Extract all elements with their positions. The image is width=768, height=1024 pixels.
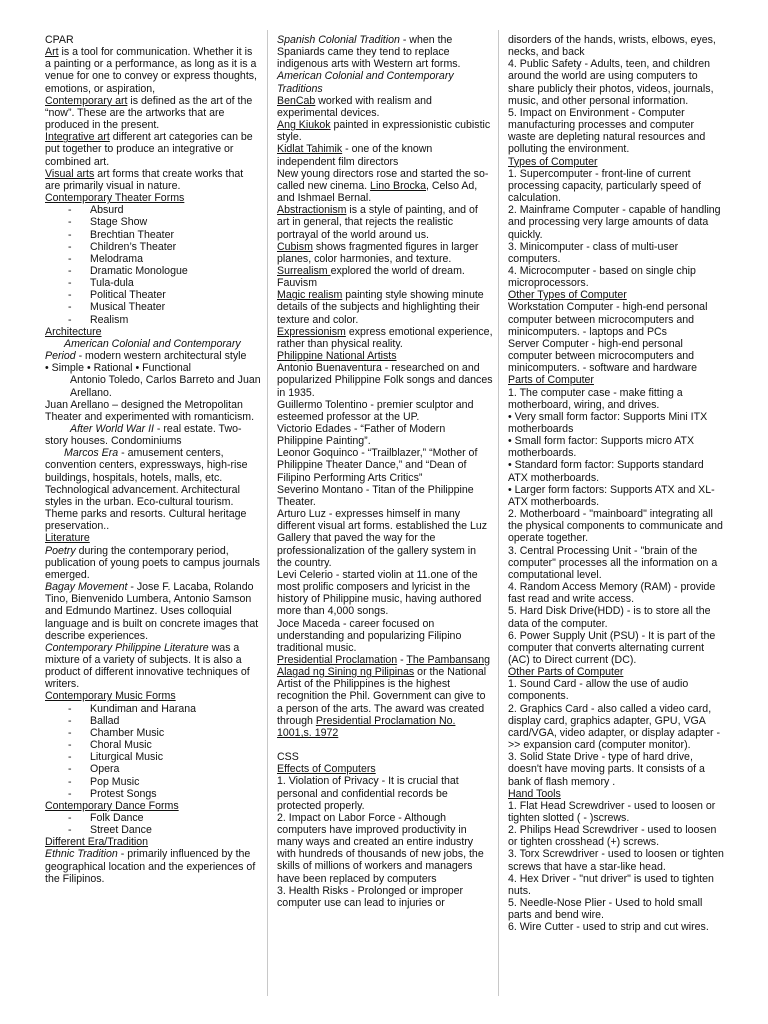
paragraph-bencab	[277, 95, 493, 119]
heading-other-types: Other Types of Computer	[508, 289, 627, 302]
arch-architects: Antonio Toledo, Carlos Barreto and Juan Arellano.	[70, 374, 261, 399]
list-item: - Protest Songs	[45, 788, 261, 800]
other-type-item: Server Computer - high-end personal computer between microcomputers and minicomputers. - software and hardware	[508, 337, 698, 375]
type-item: 3. Minicomputer - class of multi-user computers.	[508, 240, 679, 265]
part-item: 2. Motherboard - "mainboard" integrating all the physical components to communicate and operate together.	[508, 508, 723, 545]
paragraph-magic-realism	[277, 289, 493, 325]
definition: is defined as the art of the “now”. These are the artworks that are produced in the present.	[45, 94, 253, 132]
term-pambansang-alagad: The Pambansang Alagad ng Sining ng Pilipinas	[277, 653, 490, 679]
definition: - Jose F. Lacaba, Rolando Tino, Bienvenido Lumbera, Antonio Samson and Edmundo Martinez. Uses colloquial language and is built on concrete images that describe experiences.	[45, 581, 259, 642]
list-dance-forms	[45, 812, 261, 836]
term-proclamation-number: Presidential Proclamation No. 1001,s. 1972	[277, 714, 456, 739]
separator: -	[397, 653, 407, 666]
term-integrative-art: Integrative art	[45, 131, 110, 144]
paragraph-proclamation	[277, 654, 493, 739]
definition: during the contemporary period, publication of young poets to campus journals emerged.	[45, 544, 260, 581]
paragraph-art	[45, 46, 261, 95]
definition: is a style of painting, and of art in general, that rejects the realistic portrayal of the world around us.	[277, 204, 478, 241]
artist-entry: Severino Montano - Titan of the Philippine Theater.	[277, 483, 474, 508]
list-item: - Tula-dula	[45, 277, 261, 289]
ethnic-title: Ethnic Tradition	[45, 848, 118, 861]
heading-music-forms: Contemporary Music Forms	[45, 690, 176, 703]
part-item: 5. Hard Disk Drive(HDD) - is to store all the data of the computer.	[508, 605, 711, 630]
definition: - when the Spaniards came they tend to replace indigenous arts with Western art forms.	[277, 34, 461, 71]
other-part-item: 3. Solid State Drive - type of hard drive, doesn't have moving parts. It consists of a bank of flash memory .	[508, 751, 705, 788]
term-brocka: Lino Brocka	[370, 179, 426, 192]
heading-literature: Literature	[45, 532, 90, 545]
definition: painted in expressionistic cubistic style.	[277, 119, 491, 144]
definition: - modern western architectural style	[75, 350, 247, 363]
marcos-era-title: Marcos Era	[64, 447, 119, 460]
heading-types-of-computer: Types of Computer	[508, 155, 598, 168]
artist-entry: Arturo Luz - expresses himself in many different visual art forms. established the Luz Gallery that paved the way for the professionalization of the gallery system in the country.	[277, 508, 488, 569]
effect-item: 2. Impact on Labor Force - Although computers have improved productivity in many ways and created an entire industry with hundreds of thousands of new jobs, the skills of millions of workers and managers have been replaced by computers	[277, 811, 484, 885]
tool-item: 6. Wire Cutter - used to strip and cut wires.	[508, 921, 709, 934]
column-arts-and-css	[277, 34, 493, 909]
term-proclamation: Presidential Proclamation	[277, 653, 398, 666]
section-gap	[277, 739, 493, 751]
other-part-item: 2. Graphics Card - also called a video card, display card, graphics adapter, GPU, VGA card/VGA, video adapter, or display adapter ->> expansion card (computer monitor).	[508, 702, 720, 752]
heading-effects-of-computers: Effects of Computers	[277, 763, 376, 776]
term-expressionism: Expressionism	[277, 325, 346, 338]
list-item: - Choral Music	[45, 739, 261, 751]
american-title: American Colonial and Contemporary Traditions	[277, 70, 454, 95]
paragraph-visual-arts	[45, 168, 261, 192]
definition: - real estate. Two-story houses. Condominiums	[45, 423, 242, 448]
definition: - primarily influenced by the geographical location and the experiences of the Filipinos.	[45, 848, 256, 885]
effect-item: 3. Health Risks - Prolonged or improper computer use can lead to injuries or	[277, 884, 464, 909]
artist-entry: Antonio Buenaventura - researched on and popularized Philippine Folk songs and dances in 1935.	[277, 362, 493, 399]
definition: painting style showing minute details of the subjects and highlighting their texture and color.	[277, 289, 484, 326]
heading-parts-of-computer: Parts of Computer	[508, 374, 594, 387]
type-item: 1. Supercomputer - front-line of current processing capacity, particularly speed of calculation.	[508, 167, 701, 205]
list-music-forms	[45, 703, 261, 800]
poetry-title: Poetry	[45, 544, 76, 557]
tool-item: 4. Hex Driver - "nut driver" is used to tighten nuts.	[508, 872, 714, 897]
arch-bullets: • Simple • Rational • Functional	[45, 362, 191, 375]
definition: different art categories can be put together to produce an integrative or combined art.	[45, 131, 253, 168]
tool-item: 1. Flat Head Screwdriver - used to loosen or tighten slotted ( - )screws.	[508, 799, 716, 824]
definition: , Celso Ad, and Ishmael Bernal.	[277, 179, 478, 205]
cpl-title: Contemporary Philippine Literature	[45, 641, 209, 654]
list-item: - Political Theater	[45, 289, 261, 301]
arch-arellano: Juan Arellano – designed the Metropolitan Theater and experimented with romanticism.	[45, 398, 255, 423]
paragraph-expressionism	[277, 326, 493, 350]
paragraph-abstractionism	[277, 204, 493, 240]
definition: - one of the known independent film directors	[277, 143, 433, 168]
term-cubism: Cubism	[277, 240, 313, 253]
artist-entry: Guillermo Tolentino - premier sculptor and esteemed professor at the UP.	[277, 398, 474, 423]
list-item: - Street Dance	[45, 824, 261, 836]
paragraph-ww2	[45, 423, 261, 447]
column-divider	[498, 30, 499, 996]
paragraph-integrative-art	[45, 131, 261, 167]
section-title-css: CSS	[277, 751, 299, 764]
tool-item: 2. Philips Head Screwdriver - used to loosen or tighten crosshead (+) screws.	[508, 824, 717, 849]
definition: New young directors rose and started the so-called new cinema.	[277, 167, 489, 192]
artist-entry: Levi Celerio - started violin at 11.one of the most prolific composers and lyricist in the history of Philippine music, having authored more than 4,000 songs.	[277, 568, 482, 618]
definition: was a mixture of a variety of subjects. It is also a product of different innovative techniques of writers.	[45, 641, 250, 691]
definition: worked with realism and experimental devices.	[277, 94, 432, 119]
artist-entry: Victorio Edades - “Father of Modern Philippine Painting”.	[277, 423, 446, 448]
list-item: - Brechtian Theater	[45, 229, 261, 241]
part-item: 6. Power Supply Unit (PSU) - It is part of the computer that converts alternating current (AC) to Direct current (DC).	[508, 629, 716, 666]
column-computers	[508, 34, 724, 934]
term-visual-arts: Visual arts	[45, 167, 95, 180]
term-art: Art	[45, 46, 59, 59]
list-item: - Liturgical Music	[45, 751, 261, 763]
definition: art forms that create works that are primarily visual in nature.	[45, 167, 244, 192]
paragraph-kiukok	[277, 119, 493, 143]
part-item: • Very small form factor: Supports Mini ITX motherboards	[508, 410, 708, 435]
term-magic-realism: Magic realism	[277, 289, 343, 302]
artist-entry: Leonor Goquinco - “Trailblazer,” “Mother of Philippine Theater Dance,” and “Dean of Filipino Performing Arts Critics”	[277, 447, 478, 484]
type-item: 4. Microcomputer - based on single chip microprocessors.	[508, 264, 696, 290]
list-item: - Folk Dance	[45, 812, 261, 824]
paragraph-cpl	[45, 642, 261, 691]
doc-title: CPAR	[45, 34, 74, 46]
part-item: • Larger form factors: Supports ATX and XL-ATX motherboards.	[508, 483, 715, 508]
paragraph-cubism	[277, 241, 493, 265]
paragraph-bagay	[45, 581, 261, 642]
part-item: 4. Random Access Memory (RAM) - provide fast read and write access.	[508, 581, 716, 606]
definition: express emotional experience, rather than physical reality.	[277, 325, 493, 350]
paragraph-new-cinema	[277, 168, 493, 204]
definition: shows fragmented figures in larger planes, color harmonies, and texture.	[277, 240, 479, 265]
tool-item: 5. Needle-Nose Plier - Used to hold small parts and bend wire.	[508, 897, 703, 922]
heading-other-parts: Other Parts of Computer	[508, 666, 624, 679]
term-surrealism: Surrealism	[277, 264, 331, 277]
tool-item: 3. Torx Screwdriver - used to loosen or tighten screws that have a star-like head.	[508, 848, 724, 873]
arch-period-title: American Colonial and Contemporary Period	[45, 337, 241, 363]
list-item: - Opera	[45, 763, 261, 775]
paragraph-poetry	[45, 545, 261, 581]
artist-entry: Joce Maceda - career focused on understanding and popularizing Filipino traditional music.	[277, 617, 462, 654]
heading-national-artists: Philippine National Artists	[277, 350, 397, 363]
list-item: - Dramatic Monologue	[45, 265, 261, 277]
ww2-title: After World War II	[70, 423, 154, 435]
term-kiukok: Ang Kiukok	[277, 119, 331, 132]
list-item: - Absurd	[45, 204, 261, 216]
paragraph-contemporary-art	[45, 95, 261, 131]
definition: - amusement centers, convention centers, expressways, high-rise buildings, hospitals, hotels, malls, etc. Technological advancement. Architectural styles in the urban. Eco-cultural tourism. Theme parks and resorts. Cultural heritage preservation..	[45, 447, 248, 533]
list-item: - Stage Show	[45, 216, 261, 228]
heading-architecture: Architecture	[45, 325, 102, 338]
term-abstractionism: Abstractionism	[277, 204, 347, 217]
part-item: 1. The computer case - make fitting a motherboard, wiring, and drives.	[508, 386, 683, 411]
list-item: - Pop Music	[45, 776, 261, 788]
heading-theater-forms: Contemporary Theater Forms	[45, 192, 185, 205]
list-item: - Ballad	[45, 715, 261, 727]
list-item: - Children’s Theater	[45, 241, 261, 253]
term-kidlat: Kidlat Tahimik	[277, 143, 343, 156]
definition: is a tool for communication. Whether it is a painting or a performance, as long as it is a venue for one to convey or express thoughts, emotions, or aspiration,	[45, 46, 258, 95]
heading-hand-tools: Hand Tools	[508, 787, 561, 800]
list-item: - Kundiman and Harana	[45, 703, 261, 715]
definition: explored the world of dream.	[330, 264, 465, 277]
part-item: • Standard form factor: Supports standard ATX motherboards.	[508, 459, 704, 484]
definition: or the National Artist of the Philippines is the highest recognition the Phil. Government can give to a person of the arts. The award was created through	[277, 666, 487, 727]
list-theater-forms	[45, 204, 261, 326]
column-divider	[267, 30, 268, 996]
effect-item: 1. Violation of Privacy - It is crucial that personal and confidential records be protected properly.	[277, 775, 459, 812]
paragraph-ethnic	[45, 848, 261, 884]
part-item: 3. Central Processing Unit - "brain of the computer" processes all the information on a computational level.	[508, 544, 718, 581]
paragraph-kidlat	[277, 143, 493, 167]
paragraph-spanish	[277, 34, 493, 70]
list-item: - Musical Theater	[45, 301, 261, 313]
spanish-title: Spanish Colonial Tradition	[277, 34, 400, 46]
bagay-title: Bagay Movement	[45, 581, 128, 594]
other-type-item: Workstation Computer - high-end personal computer between microcomputers and minicomputers. - laptops and PCs	[508, 301, 708, 338]
list-item: - Melodrama	[45, 253, 261, 265]
type-item: 2. Mainframe Computer - capable of handling and processing very large amounts of data quickly.	[508, 204, 721, 241]
list-item: - Realism	[45, 314, 261, 326]
effect-item: 4. Public Safety - Adults, teen, and children around the world are using computers to share publicly their photos, videos, journals, music, and other personal information.	[508, 58, 714, 107]
column-cpar	[45, 34, 261, 885]
part-item: • Small form factor: Supports micro ATX motherboards.	[508, 435, 695, 460]
other-part-item: 1. Sound Card - allow the use of audio components.	[508, 678, 689, 703]
paragraph-arch-period	[45, 338, 261, 362]
paragraph-surrealism	[277, 265, 493, 277]
term-bencab: BenCab	[277, 94, 316, 107]
list-item: - Chamber Music	[45, 727, 261, 739]
term-fauvism: Fauvism	[277, 277, 318, 290]
effect-item: 5. Impact on Environment - Computer manufacturing processes and computer waste are depleting natural resources and polluting the environment.	[508, 106, 706, 156]
heading-dance-forms: Contemporary Dance Forms	[45, 799, 179, 812]
paragraph-marcos-era	[45, 447, 261, 532]
heading-era-tradition: Different Era/Tradition	[45, 836, 149, 849]
term-contemporary-art: Contemporary art	[45, 94, 128, 107]
effect-item-continued: disorders of the hands, wrists, elbows, eyes, necks, and back	[508, 34, 716, 59]
